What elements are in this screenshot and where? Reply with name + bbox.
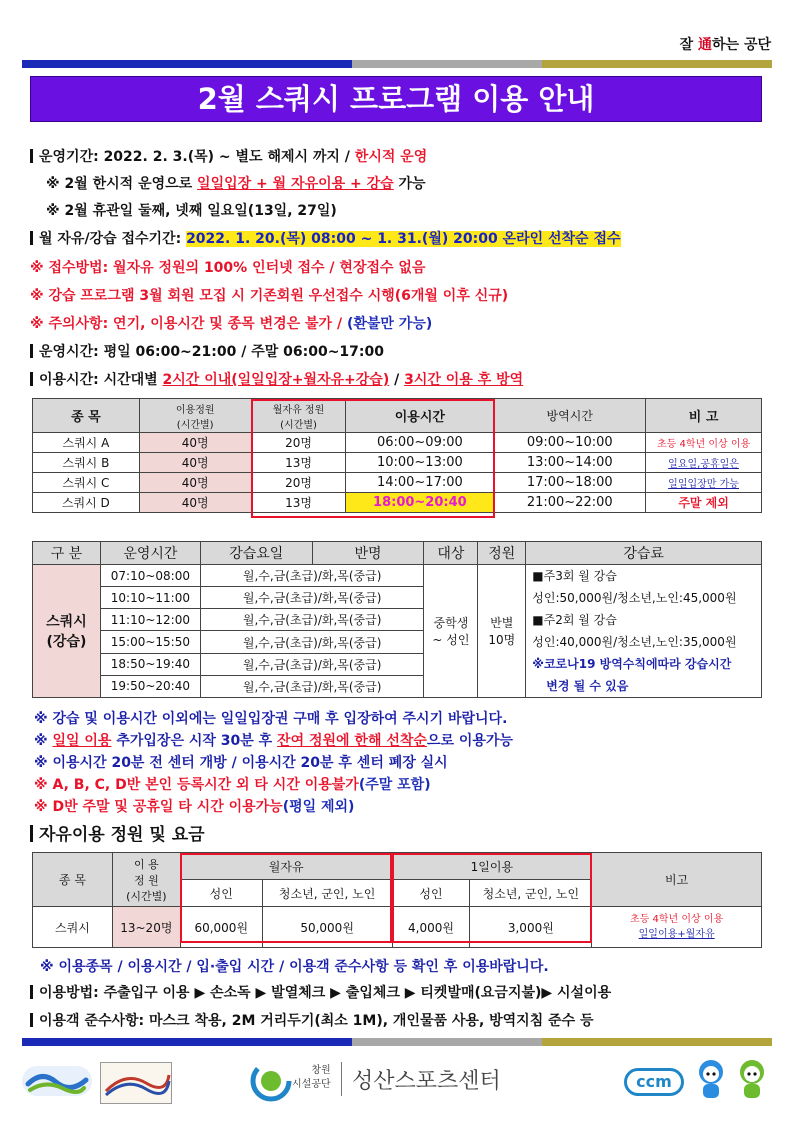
fee-3x-price: 성인:50,000원/청소년,노인:45,000원	[532, 591, 737, 605]
cell-disinfection: 13:00~14:00	[494, 453, 646, 473]
info-registration-method: ※ 접수방법: 월자유 정원의 100% 인터넷 접수 / 현장접수 없음	[30, 260, 426, 276]
note-additional-entry: ※ 일일 이용 추가입장은 시작 30분 후 잔여 정원에 한해 선착순으로 이용가능	[34, 733, 513, 749]
page-title: 2월 스쿼시 프로그램 이용 안내	[30, 76, 762, 122]
cell-days: 월,수,금(초급)/화,목(중급)	[200, 609, 424, 631]
note-usage-type: 일일이용+월자유	[638, 929, 715, 940]
fee-3x: ■주3회 월 강습	[532, 569, 617, 583]
table-row	[33, 565, 762, 587]
th-monthly-capacity: 월자유 정원 (시간별)	[251, 399, 346, 433]
center-name: 성산스포츠센터	[352, 1069, 501, 1094]
cell-days: 월,수,금(초급)/화,목(중급)	[200, 587, 424, 609]
note-weekend-excluded: 주말 제외	[646, 493, 762, 513]
info-usage-time: 이용시간: 시간대별 2시간 이내(일일입장+월자유+강습) / 3시간 이용 후 방역	[30, 369, 523, 389]
certificate-logo	[100, 1062, 172, 1104]
table-row	[33, 473, 762, 493]
fee-2x: ■주2회 월 강습	[532, 613, 617, 627]
fee-covid-note: ※코로나19 방역수칙에따라 강습시간	[532, 657, 732, 671]
cell-capacity: 반별 10명	[478, 565, 526, 698]
section-title: 자유이용 정원 및 요금	[30, 820, 205, 845]
note-age: 초등 4학년 이상 이용	[646, 433, 762, 453]
cell-time: 07:10~08:00	[100, 565, 200, 587]
th-lesson-fee: 강습료	[526, 542, 762, 565]
th-usage-time: 이용시간	[346, 399, 494, 433]
org-logo-icon	[250, 1060, 292, 1102]
cell-days: 월,수,금(초급)/화,목(중급)	[200, 653, 424, 675]
cell-fee	[526, 565, 762, 698]
info-caution: ※ 주의사항: 연기, 이용시간 및 종목 변경은 불가 / (환불만 가능)	[30, 316, 433, 332]
th-item: 종 목	[33, 853, 113, 907]
cell-capacity: 13~20명	[112, 907, 180, 948]
lesson-table	[32, 541, 762, 698]
footer-color-bar	[22, 1038, 772, 1046]
org-name: 창원 시설공단	[292, 1065, 331, 1090]
th-monthly: 월자유	[180, 853, 392, 880]
cell-usage-time: 06:00~09:00	[346, 433, 494, 453]
fee-2x-price: 성인:40,000원/청소년,노인:35,000원	[532, 635, 737, 649]
th-class-name: 반명	[312, 542, 424, 565]
th-adult: 성인	[392, 880, 470, 907]
note-daily-ticket: ※ 강습 및 이용시간 이외에는 일일입장권 구매 후 입장하여 주시기 바랍니다.	[34, 711, 508, 727]
cell-days: 월,수,금(초급)/화,목(중급)	[200, 565, 424, 587]
fee-covid-note-2: 변경 될 수 있음	[546, 679, 629, 693]
schedule-table	[32, 398, 762, 513]
cell-time: 10:10~11:00	[100, 587, 200, 609]
mascot-green-icon	[734, 1058, 770, 1102]
cell-item: 스쿼시	[33, 907, 113, 948]
table-row	[33, 433, 762, 453]
logo-divider	[341, 1062, 342, 1096]
th-capacity: 이용정원 (시간별)	[139, 399, 251, 433]
cell-disinfection: 09:00~10:00	[494, 433, 646, 453]
info-operation-period: 운영기간: 2022. 2. 3.(목) ~ 별도 해제시 까지 / 한시적 운영	[30, 146, 427, 166]
cell-time: 19:50~20:40	[100, 675, 200, 697]
cell-usage-time: 14:00~17:00	[346, 473, 494, 493]
th-capacity: 이 용 정 원 (시간별)	[112, 853, 180, 907]
cell-disinfection: 21:00~22:00	[494, 493, 646, 513]
th-item: 종 목	[33, 399, 140, 433]
cell-days: 월,수,금(초급)/화,목(중급)	[200, 675, 424, 697]
table-row	[33, 493, 762, 513]
th-disinfection-time: 방역시간	[494, 399, 646, 433]
city-logo	[22, 1066, 92, 1096]
cell-monthly-capacity: 20명	[251, 433, 346, 453]
th-remarks: 비 고	[646, 399, 762, 433]
cell-days: 월,수,금(초급)/화,목(중급)	[200, 631, 424, 653]
th-youth: 청소년, 군인, 노인	[262, 880, 392, 907]
info-operating-hours: 운영시간: 평일 06:00~21:00 / 주말 06:00~17:00	[30, 341, 384, 361]
note-class-restriction: ※ A, B, C, D반 본인 등록시간 외 타 시간 이용불가(주말 포함)	[34, 777, 431, 793]
cell-usage-time: 10:00~13:00	[346, 453, 494, 473]
mascot-blue-icon	[694, 1058, 728, 1102]
th-operating-time: 운영시간	[100, 542, 200, 565]
note-daily-only: 일일입장만 가능	[646, 473, 762, 493]
cell-category: 스쿼시 (강습)	[33, 565, 101, 698]
cell-item: 스쿼시 B	[33, 453, 140, 473]
th-daily: 1일이용	[392, 853, 592, 880]
cell-item: 스쿼시 A	[33, 433, 140, 453]
th-adult: 성인	[180, 880, 262, 907]
cell-capacity: 40명	[139, 453, 251, 473]
th-lesson-days: 강습요일	[200, 542, 312, 565]
cell-item: 스쿼시 D	[33, 493, 140, 513]
info-closed-days: ※ 2월 휴관일 둘째, 넷째 일요일(13일, 27일)	[46, 203, 337, 219]
note-open-close: ※ 이용시간 20분 전 센터 개방 / 이용시간 20분 후 센터 폐장 실시	[34, 755, 448, 771]
th-capacity: 정원	[478, 542, 526, 565]
cell-monthly-capacity: 20명	[251, 473, 346, 493]
th-youth: 청소년, 군인, 노인	[470, 880, 592, 907]
cell-time: 11:10~12:00	[100, 609, 200, 631]
table-row	[33, 907, 762, 948]
th-target: 대상	[424, 542, 478, 565]
cell-monthly-youth: 50,000원	[262, 907, 392, 948]
th-category: 구 분	[33, 542, 101, 565]
cell-time: 15:00~15:50	[100, 631, 200, 653]
footer-usage-method: 이용방법: 주출입구 이용 ▶ 손소독 ▶ 발열체크 ▶ 출입체크 ▶ 티켓발매(요금지불)▶ 시설이용	[30, 982, 611, 1002]
table-row	[33, 453, 762, 473]
cell-daily-adult: 4,000원	[392, 907, 470, 948]
cell-monthly-adult: 60,000원	[180, 907, 262, 948]
footer-check-notice: ※ 이용종목 / 이용시간 / 입·출입 시간 / 이용객 준수사항 등 확인 후 이용바랍니다.	[40, 959, 549, 975]
note-d-class: ※ D반 주말 및 공휴일 타 시간 이용가능(평일 제외)	[34, 799, 355, 815]
cell-disinfection: 17:00~18:00	[494, 473, 646, 493]
cell-capacity: 40명	[139, 473, 251, 493]
note-age: 초등 4학년 이상 이용	[630, 914, 724, 925]
cell-item: 스쿼시 C	[33, 473, 140, 493]
slogan: 잘 通하는 공단	[679, 37, 771, 53]
cell-capacity: 40명	[139, 493, 251, 513]
note-holiday: 일요일,공휴일은	[646, 453, 762, 473]
cell-monthly-capacity: 13명	[251, 493, 346, 513]
cell-daily-youth: 3,000원	[470, 907, 592, 948]
cell-note	[592, 907, 762, 948]
footer-rules: 이용객 준수사항: 마스크 착용, 2M 거리두기(최소 1M), 개인물품 사용, 방역지침 준수 등	[30, 1010, 594, 1030]
header-color-bar	[22, 60, 772, 68]
cell-time: 18:50~19:40	[100, 653, 200, 675]
cell-usage-time: 18:00~20:40	[346, 493, 494, 513]
cell-capacity: 40명	[139, 433, 251, 453]
ccm-logo: ccm	[624, 1068, 684, 1096]
cell-monthly-capacity: 13명	[251, 453, 346, 473]
info-priority-registration: ※ 강습 프로그램 3월 회원 모집 시 기존회원 우선접수 시행(6개월 이후 신규)	[30, 288, 509, 304]
fee-table	[32, 852, 762, 948]
th-note: 비고	[592, 853, 762, 907]
cell-target: 중학생 ~ 성인	[424, 565, 478, 698]
info-registration-period: 월 자유/강습 접수기간: 2022. 1. 20.(목) 08:00 ~ 1. 31.(월) 20:00 온라인 선착순 접수	[30, 228, 621, 248]
info-operation-note: ※ 2월 한시적 운영으로 일일입장 + 월 자유이용 + 강습 가능	[46, 176, 426, 192]
